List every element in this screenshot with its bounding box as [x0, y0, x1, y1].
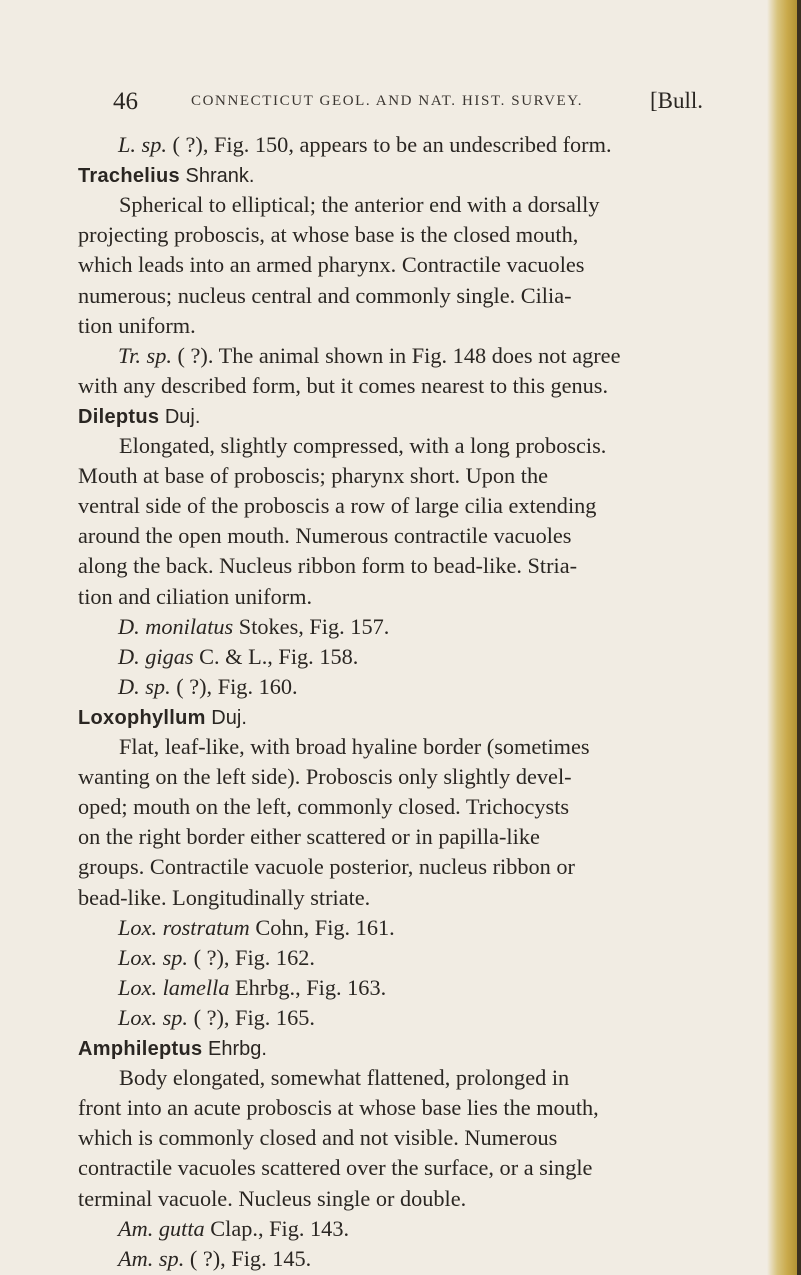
- text-line: [118, 913, 395, 943]
- genus-author: Shrank.: [179, 165, 255, 187]
- text-line: [118, 973, 386, 1003]
- text-line: [119, 1063, 569, 1093]
- species-name: Am. gutta: [118, 1216, 205, 1241]
- text-line: [78, 1093, 599, 1123]
- text-line: [78, 762, 572, 792]
- line-text: Elongated, slightly compressed, with a long proboscis.: [119, 433, 607, 458]
- genus-author: Duj.: [205, 707, 247, 729]
- text-line: [119, 732, 590, 762]
- species-name: Lox. lamella: [118, 975, 230, 1000]
- line-text: ( ?), Fig. 150, appears to be an undescribed form.: [166, 132, 612, 157]
- text-line: [78, 582, 312, 612]
- text-line: [78, 160, 254, 191]
- line-text: along the back. Nucleus ribbon form to bead-like. Stria-: [78, 553, 578, 578]
- line-text: with any described form, but it comes nearest to this genus.: [78, 373, 609, 398]
- text-line: [78, 792, 569, 822]
- line-text: ( ?), Fig. 160.: [170, 674, 298, 699]
- species-name: D. gigas: [118, 644, 194, 669]
- genus-author: Duj.: [159, 406, 201, 428]
- text-line: [119, 190, 599, 220]
- line-text: C. & L., Fig. 158.: [193, 644, 359, 669]
- genus-heading: Dileptus: [78, 406, 160, 428]
- genus-author: Ehrbg.: [202, 1038, 267, 1060]
- line-text: Cohn, Fig. 161.: [249, 915, 395, 940]
- species-name: D. sp.: [118, 674, 171, 699]
- text-line: [78, 883, 370, 913]
- line-text: ( ?), Fig. 165.: [188, 1005, 315, 1030]
- text-line: [78, 1153, 592, 1183]
- line-text: ( ?). The animal shown in Fig. 148 does not agree: [171, 343, 621, 368]
- line-text: terminal vacuole. Nucleus single or double.: [78, 1186, 467, 1211]
- line-text: Flat, leaf-like, with broad hyaline border (sometimes: [119, 734, 590, 759]
- line-text: ( ?), Fig. 145.: [184, 1246, 312, 1271]
- line-text: which is commonly closed and not visible. Numerous: [78, 1125, 558, 1150]
- text-line: [119, 431, 606, 461]
- text-line: [118, 341, 620, 371]
- line-text: contractile vacuoles scattered over the surface, or a single: [78, 1155, 593, 1180]
- line-text: Body elongated, somewhat flattened, prolonged in: [119, 1065, 570, 1090]
- line-text: Ehrbg., Fig. 163.: [229, 975, 387, 1000]
- species-name: Lox. sp.: [118, 945, 188, 970]
- text-line: [78, 401, 200, 432]
- line-text: wanting on the left side). Proboscis only slightly devel-: [78, 764, 572, 789]
- text-line: [78, 551, 577, 581]
- line-text: Clap., Fig. 143.: [204, 1216, 350, 1241]
- text-line: [78, 1033, 267, 1064]
- species-name: L. sp.: [118, 132, 167, 157]
- line-text: Spherical to elliptical; the anterior end with a dorsally: [119, 192, 600, 217]
- page-header: [113, 88, 703, 120]
- page-number: 46: [113, 88, 138, 115]
- text-line: [118, 642, 358, 672]
- text-line: [118, 943, 315, 973]
- line-text: front into an acute proboscis at whose base lies the mouth,: [78, 1095, 599, 1120]
- text-line: [118, 1214, 349, 1244]
- line-text: tion and ciliation uniform.: [78, 584, 313, 609]
- text-line: [78, 1184, 466, 1214]
- line-text: ventral side of the proboscis a row of large cilia extending: [78, 493, 597, 518]
- line-text: on the right border either scattered or in papilla-like: [78, 824, 540, 849]
- genus-heading: Trachelius: [78, 165, 180, 187]
- line-text: numerous; nucleus central and commonly single. Cilia-: [78, 283, 572, 308]
- species-name: Tr. sp.: [118, 343, 172, 368]
- text-line: [78, 822, 540, 852]
- text-line: [78, 1123, 557, 1153]
- line-text: projecting proboscis, at whose base is the closed mouth,: [78, 222, 579, 247]
- text-line: [78, 371, 608, 401]
- line-text: Mouth at base of proboscis; pharynx short. Upon the: [78, 463, 549, 488]
- genus-heading: Loxophyllum: [78, 707, 206, 729]
- text-line: [78, 702, 247, 733]
- text-line: [78, 250, 584, 280]
- text-line: [78, 281, 572, 311]
- page-edge-strip: [797, 0, 801, 1275]
- species-name: Lox. rostratum: [118, 915, 250, 940]
- line-text: tion uniform.: [78, 313, 196, 338]
- genus-heading: Amphileptus: [78, 1038, 203, 1060]
- line-text: groups. Contractile vacuole posterior, nucleus ribbon or: [78, 854, 575, 879]
- running-title: CONNECTICUT GEOL. AND NAT. HIST. SURVEY.: [191, 93, 584, 109]
- text-line: [118, 612, 389, 642]
- line-text: oped; mouth on the left, commonly closed. Trichocysts: [78, 794, 570, 819]
- page-edge-shading: [767, 0, 801, 1275]
- text-line: [78, 521, 571, 551]
- text-line: [78, 852, 575, 882]
- line-text: Stokes, Fig. 157.: [233, 614, 390, 639]
- line-text: ( ?), Fig. 162.: [188, 945, 315, 970]
- species-name: Lox. sp.: [118, 1005, 188, 1030]
- species-name: D. monilatus: [118, 614, 234, 639]
- text-line: [78, 461, 548, 491]
- species-name: Am. sp.: [118, 1246, 185, 1271]
- line-text: around the open mouth. Numerous contractile vacuoles: [78, 523, 572, 548]
- text-line: [118, 130, 612, 160]
- text-line: [78, 491, 596, 521]
- line-text: which leads into an armed pharynx. Contractile vacuoles: [78, 252, 585, 277]
- bulletin-label: [Bull.: [649, 88, 703, 113]
- text-line: [78, 220, 578, 250]
- text-line: [118, 672, 298, 702]
- text-line: [118, 1244, 311, 1274]
- text-line: [118, 1003, 315, 1033]
- text-line: [78, 311, 196, 341]
- line-text: bead-like. Longitudinally striate.: [78, 885, 371, 910]
